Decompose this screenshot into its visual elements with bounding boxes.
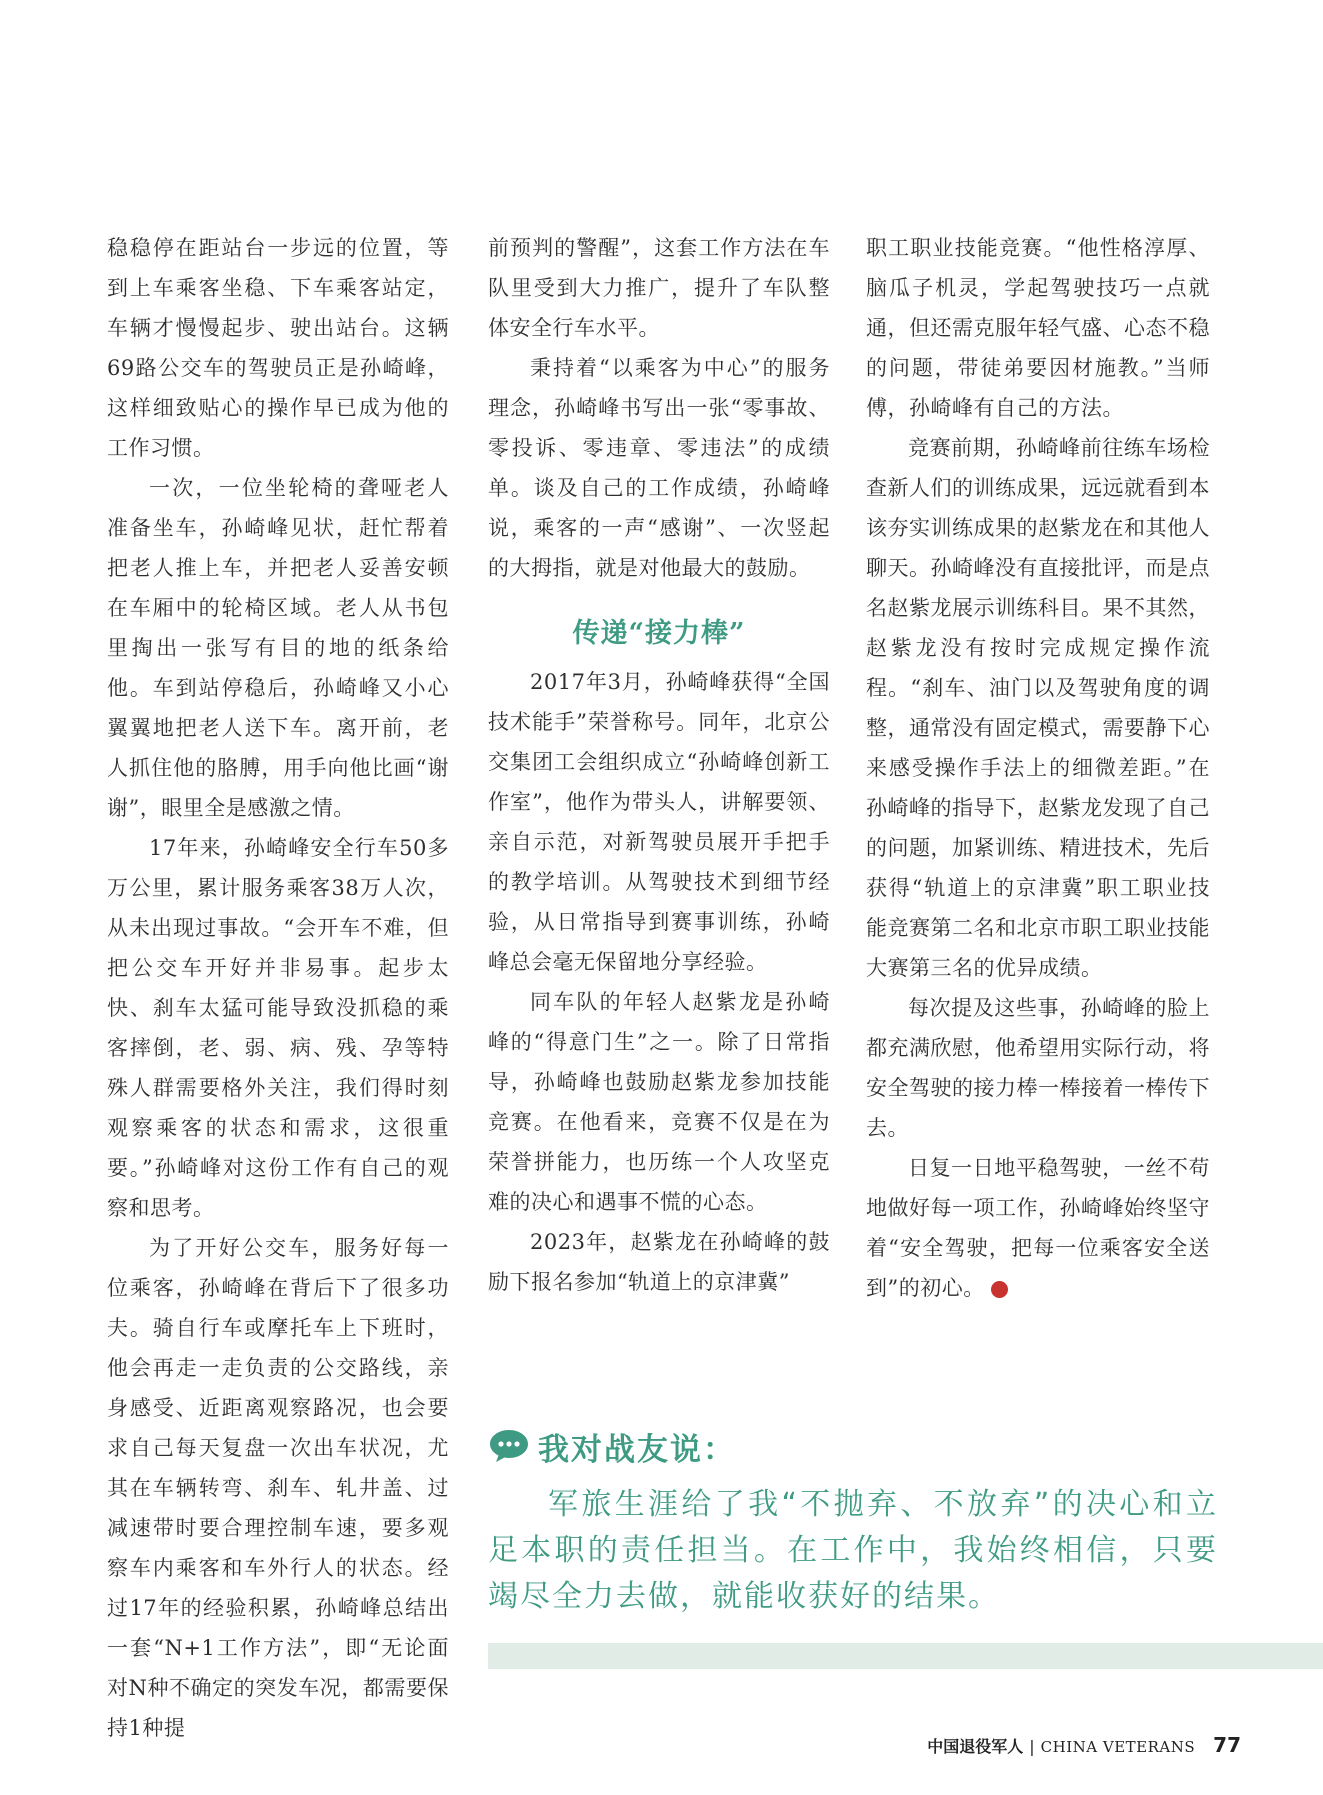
article-column-3 bbox=[866, 228, 1210, 1308]
paragraph: 2017年3月，孙崎峰获得“全国技术能手”荣誉称号。同年，北京公交集团工会组织成立“孙崎峰创新工作室”，他作为带头人，讲解要领、亲自示范，对新驾驶员展开手把手的教学培训。从驾驶技术到细节经验，从日常指导到赛事训练，孙崎峰总会毫无保留地分享经验。 bbox=[488, 670, 830, 974]
page-footer bbox=[927, 1733, 1241, 1757]
page-number: 77 bbox=[1213, 1733, 1241, 1757]
paragraph: 一次，一位坐轮椅的聋哑老人准备坐车，孙崎峰见状，赶忙帮着把老人推上车，并把老人妥善安顿在车厢中的轮椅区域。老人从书包里掏出一张写有目的地的纸条给他。车到站停稳后，孙崎峰又小心翼翼地把老人送下车。离开前，老人抓住他的胳膊，用手向他比画“谢谢”，眼里全是感激之情。 bbox=[107, 476, 449, 820]
paragraph: 17年来，孙崎峰安全行车50多万公里，累计服务乘客38万人次，从未出现过事故。“会开车不难，但把公交车开好并非易事。起步太快、刹车太猛可能导致没抓稳的乘客摔倒，老、弱、病、残、孕等特殊人群需要格外关注，我们得时刻观察乘客的状态和需求，这很重要。”孙崎峰对这份工作有自己的观察和思考。 bbox=[107, 836, 449, 1220]
paragraph: 稳稳停在距站台一步远的位置，等到上车乘客坐稳、下车乘客站定，车辆才慢慢起步、驶出站台。这辆69路公交车的驾驶员正是孙崎峰，这样细致贴心的操作早已成为他的工作习惯。 bbox=[107, 236, 449, 460]
quote-bar bbox=[488, 1643, 1323, 1669]
paragraph: 2023年，赵紫龙在孙崎峰的鼓励下报名参加“轨道上的京津冀” bbox=[488, 1230, 830, 1294]
quote-header bbox=[488, 1420, 1323, 1472]
article-column-2 bbox=[488, 228, 830, 1302]
footer-separator: | bbox=[1029, 1737, 1035, 1756]
paragraph: 秉持着“以乘客为中心”的服务理念，孙崎峰书写出一张“零事故、零投诉、零违章、零违法”的成绩单。谈及自己的工作成绩，孙崎峰说，乘客的一声“感谢”、一次竖起的大拇指，就是对他最大的鼓励。 bbox=[488, 356, 830, 580]
speech-bubble-icon bbox=[488, 1428, 530, 1464]
article-column-1 bbox=[107, 228, 449, 1748]
end-mark-icon: V bbox=[991, 1281, 1008, 1298]
paragraph: 职工职业技能竞赛。“他性格淳厚、脑瓜子机灵，学起驾驶技巧一点就通，但还需克服年轻气盛、心态不稳的问题，带徒弟要因材施教。”当师傅，孙崎峰有自己的方法。 bbox=[866, 236, 1210, 420]
paragraph-final-text: 日复一日地平稳驾驶，一丝不苟地做好每一项工作，孙崎峰始终坚守着“安全驾驶，把每一位乘客安全送到”的初心。 bbox=[866, 1156, 1210, 1300]
paragraph: 前预判的警醒”，这套工作方法在车队里受到大力推广，提升了车队整体安全行车水平。 bbox=[488, 236, 830, 340]
quote-title: 我对战友说： bbox=[538, 1431, 736, 1468]
quote-box bbox=[488, 1420, 1323, 1620]
magazine-name-cn: 中国退役军人 bbox=[927, 1737, 1024, 1756]
paragraph: 竞赛前期，孙崎峰前往练车场检查新人们的训练成果，远远就看到本该夯实训练成果的赵紫龙在和其他人聊天。孙崎峰没有直接批评，而是点名赵紫龙展示训练科目。果不其然，赵紫龙没有按时完成规定操作流程。“刹车、油门以及驾驶角度的调整，通常没有固定模式，需要静下心来感受操作手法上的细微差距。”在孙崎峰的指导下，赵紫龙发现了自己的问题，加紧训练、精进技术，先后获得“轨道上的京津冀”职工职业技能竞赛第二名和北京市职工职业技能大赛第三名的优异成绩。 bbox=[866, 436, 1210, 980]
paragraph: 每次提及这些事，孙崎峰的脸上都充满欣慰，他希望用实际行动，将安全驾驶的接力棒一棒接着一棒传下去。 bbox=[866, 996, 1210, 1140]
quote-text: 军旅生涯给了我“不抛弃、不放弃”的决心和立足本职的责任担当。在工作中，我始终相信，只要竭尽全力去做，就能收获好的结果。 bbox=[488, 1487, 1218, 1614]
section-heading: 传递“接力棒” bbox=[572, 618, 746, 649]
magazine-name-en: CHINA VETERANS bbox=[1040, 1738, 1196, 1756]
paragraph-final bbox=[866, 1148, 1210, 1308]
paragraph: 为了开好公交车，服务好每一位乘客，孙崎峰在背后下了很多功夫。骑自行车或摩托车上下班时，他会再走一走负责的公交路线，亲身感受、近距离观察路况，也会要求自己每天复盘一次出车状况，尤其在车辆转弯、刹车、轧井盖、过减速带时要合理控制车速，要多观察车内乘客和车外行人的状态。经过17年的经验积累，孙崎峰总结出一套“N+1工作方法”，即“无论面对N种不确定的突发车况，都需要保持1种提 bbox=[107, 1236, 449, 1740]
paragraph: 同车队的年轻人赵紫龙是孙崎峰的“得意门生”之一。除了日常指导，孙崎峰也鼓励赵紫龙参加技能竞赛。在他看来，竞赛不仅是在为荣誉拼能力，也历练一个人攻坚克难的决心和遇事不慌的心态。 bbox=[488, 990, 830, 1214]
